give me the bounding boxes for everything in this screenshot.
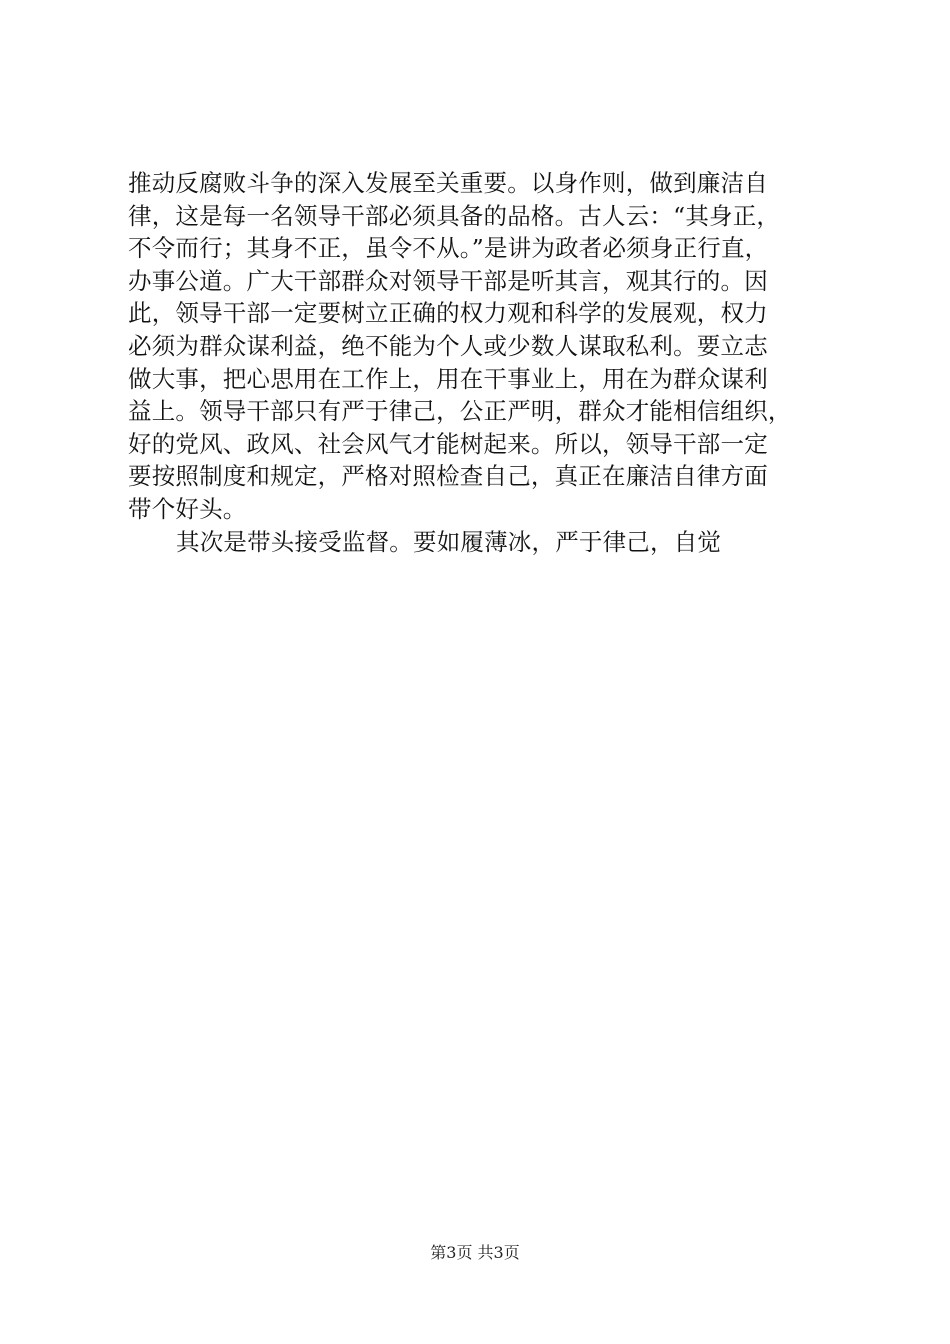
text-line: 益上。领导干部只有严于律己，公正严明，群众才能相信组织， — [128, 397, 792, 426]
text-line: 不令而行；其身不正，虽令不从。”是讲为政者必须身正行直， — [128, 234, 769, 263]
body-text — [128, 167, 848, 558]
text-line: 要按照制度和规定，严格对照检查自己，真正在廉洁自律方面 — [128, 462, 768, 491]
text-line: 办事公道。广大干部群众对领导干部是听其言，观其行的。因 — [128, 266, 768, 295]
text-line: 必须为群众谋利益，绝不能为个人或少数人谋取私利。要立志 — [128, 331, 768, 360]
text-line: 带个好头。 — [128, 494, 247, 523]
text-line: 推动反腐败斗争的深入发展至关重要。以身作则，做到廉洁自 — [128, 169, 768, 197]
page-number-footer: 第3页 共3页 — [430, 1243, 520, 1262]
text-line: 好的党风、政风、社会风气才能树起来。所以，领导干部一定 — [128, 429, 768, 458]
paragraph-2-first-line: 其次是带头接受监督。要如履薄冰，严于律己，自觉 — [176, 527, 722, 556]
text-line: 此，领导干部一定要树立正确的权力观和科学的发展观，权力 — [128, 299, 768, 328]
text-line: 做大事，把心思用在工作上，用在干事业上，用在为群众谋利 — [128, 364, 768, 393]
text-line: 律，这是每一名领导干部必须具备的品格。古人云：“其身正， — [128, 201, 781, 230]
